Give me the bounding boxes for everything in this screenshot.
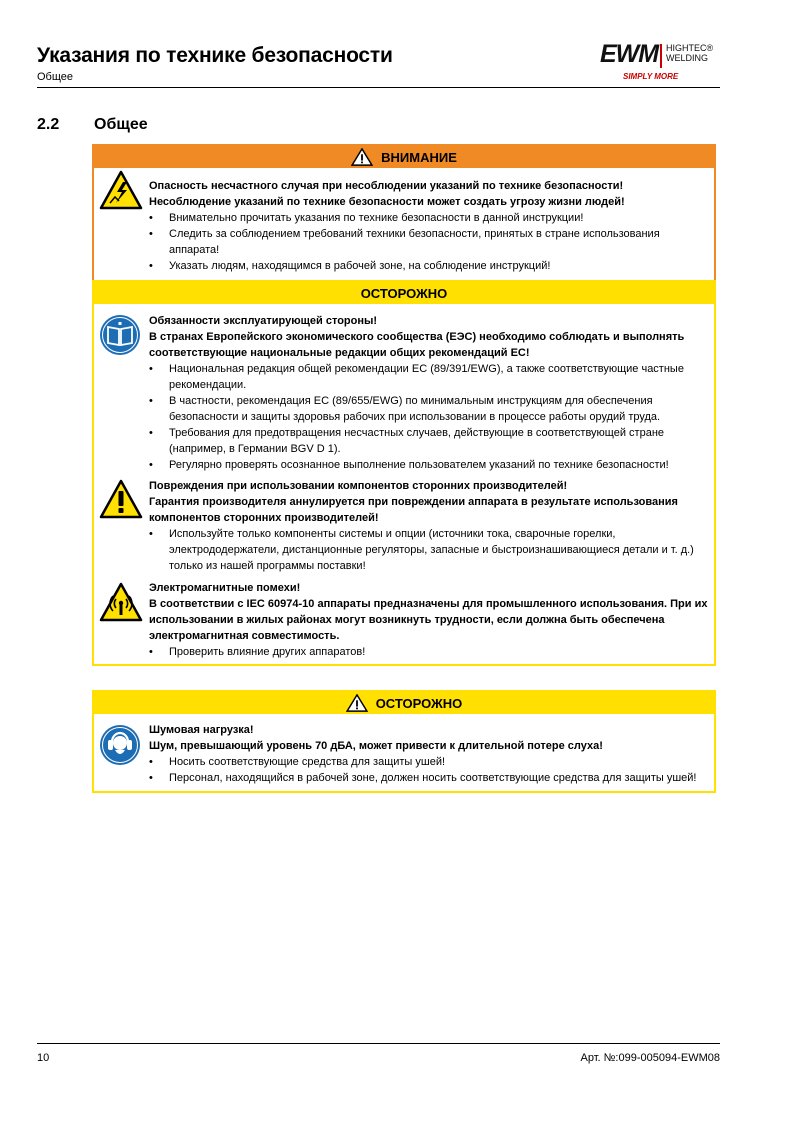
article-number: Арт. №:099-005094-EWM08 <box>580 1052 720 1064</box>
notice-bold-line: Электромагнитные помехи! <box>149 582 301 594</box>
logo-tagline <box>666 43 713 63</box>
electromagnetic-warning-icon <box>99 582 143 622</box>
notice-bold-line: Шумовая нагрузка! <box>149 724 254 736</box>
notice-bullets <box>149 644 708 660</box>
electric-shock-warning-icon <box>99 170 143 210</box>
notice-bullet: • Внимательно прочитать указания по технике безопасности в данной инструкции! <box>149 210 708 226</box>
notice-bullet: • Указать людям, находящимся в рабочей зоне, на соблюдение инструкций! <box>149 258 708 274</box>
caution-box-operator <box>92 280 716 666</box>
ear-protection-icon <box>99 724 141 766</box>
page-number: 10 <box>37 1052 50 1064</box>
notice-bullets <box>149 210 708 274</box>
notice-bold-line: Опасность несчастного случая при несоблюдении указаний по технике безопасности! <box>149 180 624 192</box>
caution-box-noise <box>92 690 716 793</box>
notice-bold-line: Гарантия производителя аннулируется при повреждении аппарата в результате использования компонентов сторонних производителей! <box>149 496 678 524</box>
logo-divider <box>660 44 662 68</box>
caution-box-title: ОСТОРОЖНО <box>360 285 448 301</box>
caution-box-header <box>94 692 714 714</box>
section-title: Общее <box>94 116 148 133</box>
notice-bold-line: В странах Европейского экономического сообщества (ЕЭС) необходимо соблюдать и выполнять соответствующие национальные редакции общих рекомендаций ЕС! <box>149 331 685 359</box>
logo-tagline-line1: HIGHTEC® <box>666 43 714 53</box>
notice-bullets <box>149 754 708 786</box>
caution-box-header <box>94 282 714 304</box>
notice-bold-line: Повреждения при использовании компонентов сторонних производителей! <box>149 480 568 492</box>
notice-entry <box>94 714 714 791</box>
notice-entry <box>94 304 714 473</box>
warning-box-attention <box>92 144 716 282</box>
notice-entry <box>94 168 714 280</box>
notice-bullet: • Регулярно проверять осознанное выполнение пользователем указаний по технике безопасности! <box>149 457 708 473</box>
warning-box-title: ВНИМАНИЕ <box>381 149 457 165</box>
page-title: Указания по технике безопасности <box>37 44 393 67</box>
ewm-logo <box>600 40 720 85</box>
notice-bullet: • В частности, рекомендация ЕС (89/655/EWG) по минимальным инструкциям для обеспечения безопасности и защиты здоровья рабочих при использовании в процессе работы орудий труда. <box>149 393 708 425</box>
notice-bullets <box>149 526 708 574</box>
notice-bold-line: Шум, превышающий уровень 70 дБА, может привести к длительной потере слуха! <box>149 740 603 752</box>
notice-entry <box>94 473 714 574</box>
notice-bullet: • Персонал, находящийся в рабочей зоне, должен носить соответствующие средства для защиты ушей! <box>149 770 708 786</box>
notice-bullet: • Требования для предотвращения несчастных случаев, действующие в соответствующей стране (например, в Германии BGV D 1). <box>149 425 708 457</box>
notice-bullet: • Проверить влияние других аппаратов! <box>149 644 708 660</box>
caution-box-title: ОСТОРОЖНО <box>375 695 463 711</box>
logo-brand: EWM <box>600 40 659 68</box>
notice-entry <box>94 574 714 664</box>
notice-bullet: • Следить за соблюдением требований техники безопасности, принятых в стране использования аппарата! <box>149 226 708 258</box>
notice-bullet: • Национальная редакция общей рекомендации ЕС (89/391/EWG), а также соответствующие частные рекомендации. <box>149 361 708 393</box>
notice-bullets <box>149 361 708 473</box>
logo-tagline-line2: WELDING <box>666 53 709 63</box>
logo-slogan: SIMPLY MORE <box>623 72 679 81</box>
notice-bold-line: Несоблюдение указаний по технике безопасности может создать угрозу жизни людей! <box>149 196 625 208</box>
notice-bold-line: Обязанности эксплуатирующей стороны! <box>149 315 378 327</box>
warning-box-header <box>94 146 714 168</box>
header-divider <box>37 87 720 88</box>
notice-bullet: • Используйте только компоненты системы и опции (источники тока, сварочные горелки, электрододержатели, дистанционные регуляторы, запасные и быстроизнашивающиеся детали и т. д.) только из нашей программы поставки! <box>149 526 708 574</box>
notice-bullet: • Носить соответствующие средства для защиты ушей! <box>149 754 708 770</box>
notice-bold-line: В соответствии с IEC 60974-10 аппараты предназначены для промышленного использования. При их использовании в жилых районах могут возникнуть трудности, если должна быть обеспечена электромагнитная совместимость. <box>149 598 708 642</box>
read-manual-icon <box>99 314 141 356</box>
section-number: 2.2 <box>37 116 60 133</box>
page-subtitle: Общее <box>37 71 74 83</box>
general-warning-icon <box>99 479 143 519</box>
warning-triangle-icon <box>346 694 368 712</box>
footer-divider <box>37 1043 720 1044</box>
warning-triangle-icon <box>351 148 373 166</box>
